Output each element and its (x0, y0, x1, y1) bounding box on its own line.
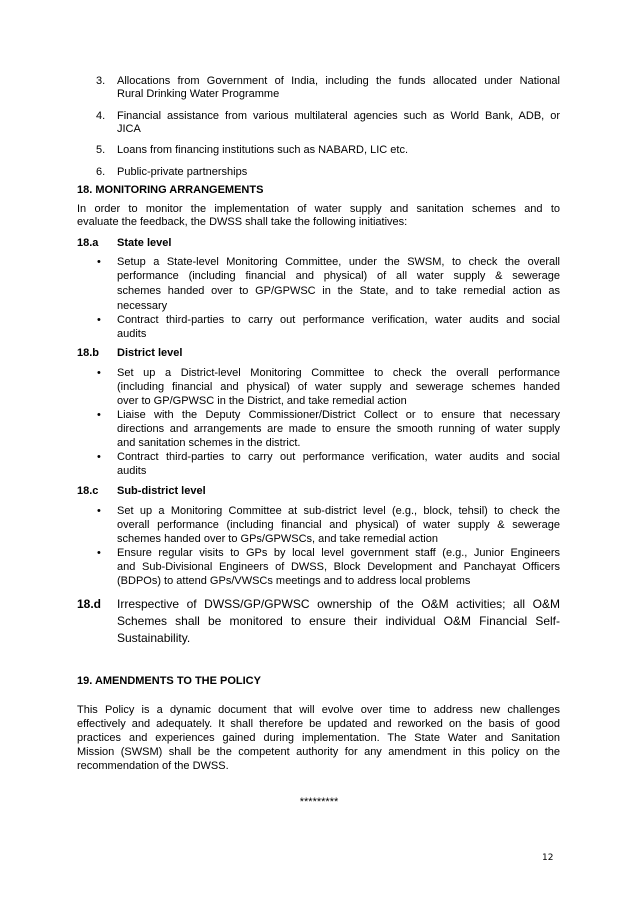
bullet-line: audits (117, 328, 147, 340)
bullet-line: Set up a Monitoring Committee at sub-district level (e.g., block, tehsil) to check the (117, 505, 560, 517)
bullet-line: Liaise with the Deputy Commissioner/District Collect or to ensure that necessary (117, 409, 560, 421)
subsection-number: 18.d (77, 597, 102, 611)
bullet-line: over to GP/GPWSC in the District, and take remedial action (117, 395, 407, 407)
bullet-icon: • (97, 547, 101, 559)
subsection-title: District level (117, 347, 183, 359)
list-item-line: Rural Drinking Water Programme (117, 88, 280, 100)
bullet-line: Contract third-parties to carry out performance verification, water audits and social (117, 314, 560, 326)
bullet-icon: • (97, 409, 101, 421)
list-item-line: Financial assistance from various multilateral agencies such as World Bank, ADB, or (117, 110, 560, 122)
bullet-line: Ensure regular visits to GPs by local level government staff (e.g., Junior Engineers (117, 547, 560, 559)
section-heading: 18. MONITORING ARRANGEMENTS (77, 184, 264, 196)
paragraph-line: practices and experiences gained during implementation. The State Water and Sanitation (77, 732, 560, 744)
bullet-icon: • (97, 505, 101, 517)
bullet-line: overall performance (including financial and physical) of water supply & sewerage (117, 519, 560, 531)
subsection-number: 18.b (77, 347, 100, 359)
subsection-number: 18.a (77, 237, 99, 249)
paragraph-line: Irrespective of DWSS/GP/GPWSC ownership of the O&M activities; all O&M (117, 597, 560, 611)
paragraph-line: effectively and adequately. It shall therefore be updated and reworked on the basis of good (77, 718, 560, 730)
bullet-line: schemes handed over to GPs/GPWSCs, and take remedial action (117, 533, 438, 545)
subsection-title: Sub-district level (117, 485, 206, 497)
bullet-line: Contract third-parties to carry out performance verification, water audits and social (117, 451, 560, 463)
section-heading: 19. AMENDMENTS TO THE POLICY (77, 675, 261, 687)
bullet-line: and sanitation schemes in the district. (117, 437, 301, 449)
bullet-line: audits (117, 465, 147, 477)
paragraph-line: recommendation of the DWSS. (77, 760, 229, 772)
paragraph-line: evaluate the feedback, the DWSS shall take the following initiatives: (77, 216, 408, 228)
subsection-title: State level (117, 237, 172, 249)
list-number: 4. (96, 110, 106, 122)
page-number: 12 (542, 853, 554, 863)
bullet-line: Set up a District-level Monitoring Committee to check the overall performance (117, 367, 560, 379)
paragraph-line: In order to monitor the implementation of water supply and sanitation schemes and to (77, 203, 560, 215)
subsection-number: 18.c (77, 485, 99, 497)
list-item-line: JICA (117, 123, 141, 135)
bullet-line: (including financial and physical) of water supply and sewerage schemes handed (117, 381, 560, 393)
bullet-line: necessary (117, 300, 168, 312)
list-number: 5. (96, 144, 106, 156)
list-number: 3. (96, 75, 106, 87)
bullet-icon: • (97, 367, 101, 379)
bullet-icon: • (97, 256, 101, 268)
list-item-line: Allocations from Government of India, including the funds allocated under National (117, 75, 560, 87)
bullet-icon: • (97, 314, 101, 326)
paragraph-line: This Policy is a dynamic document that will evolve over time to address new challenges (77, 704, 560, 716)
bullet-line: schemes handed over to GP/GPWSC in the State, and to take remedial action as (117, 285, 560, 297)
bullet-line: and Sub-Divisional Engineers of DWSS, Block Development and Panchayat Officers (117, 561, 560, 573)
bullet-line: performance (including financial and physical) of all water supply & sewerage (117, 270, 560, 282)
list-number: 6. (96, 166, 106, 178)
paragraph-line: Sustainability. (117, 631, 191, 645)
bullet-line: Setup a State-level Monitoring Committee, under the SWSM, to check the overall (117, 256, 560, 268)
paragraph-line: Schemes shall be monitored to ensure their individual O&M Financial Self- (117, 614, 560, 628)
paragraph-line: Mission (SWSM) shall be the competent authority for any amendment in this policy on the (77, 746, 560, 758)
section-separator: ********* (299, 796, 339, 808)
bullet-icon: • (97, 451, 101, 463)
list-item-line: Public-private partnerships (117, 166, 248, 178)
list-item-line: Loans from financing institutions such as NABARD, LIC etc. (117, 144, 409, 156)
bullet-line: directions and arrangements are made to ensure the smooth running of water supply (117, 423, 560, 435)
bullet-line: (BDPOs) to attend GPs/VWSCs meetings and to address local problems (117, 575, 471, 587)
